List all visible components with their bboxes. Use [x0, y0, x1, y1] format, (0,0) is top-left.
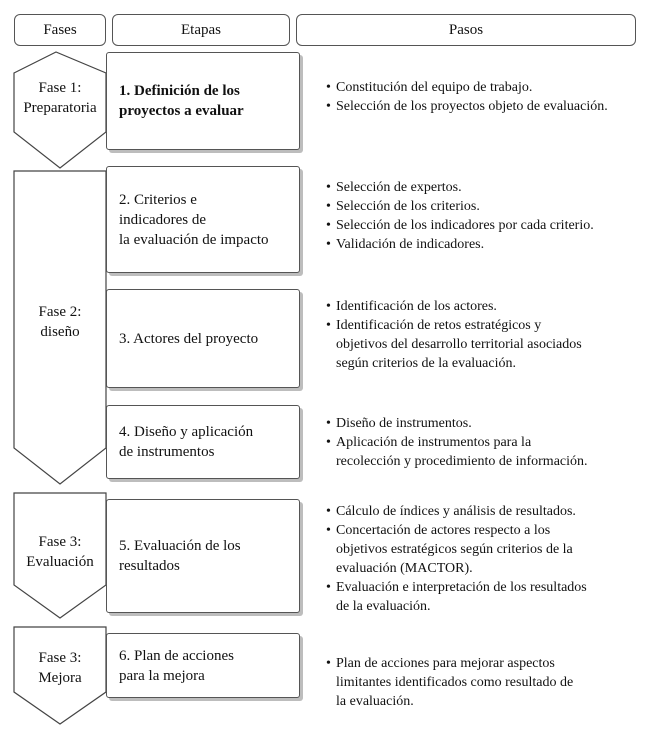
step-item: • Aplicación de instrumentos para la recolección y procedimiento de información. — [326, 433, 646, 471]
step-item: • Validación de indicadores. — [326, 235, 646, 254]
stage-1-label: 1. Definición de los proyectos a evaluar — [119, 83, 244, 119]
step-item: • Cálculo de índices y análisis de resultados. — [326, 502, 646, 521]
header-pasos-label: Pasos — [448, 21, 484, 38]
stage-2-box — [106, 166, 300, 273]
phase-1-label: Fase 1: Preparatoria — [23, 80, 97, 116]
stage-4-label: 4. Diseño y aplicación de instrumentos — [119, 424, 254, 460]
phase-3-label: Fase 3: Evaluación — [26, 534, 94, 570]
step-item: • Constitución del equipo de trabajo. — [326, 78, 646, 97]
stage-1-steps — [326, 78, 646, 116]
step-item: • Selección de los criterios. — [326, 197, 646, 216]
stage-1-box — [106, 52, 300, 150]
stage-4-steps — [326, 414, 646, 471]
step-item: • Plan de acciones para mejorar aspectos limitantes identificados como resultado de la evaluación. — [326, 654, 646, 711]
stage-3-box — [106, 289, 300, 388]
step-item: • Selección de los proyectos objeto de evaluación. — [326, 97, 646, 116]
step-item: • Identificación de los actores. — [326, 297, 646, 316]
stage-5-label: 5. Evaluación de los resultados — [119, 538, 241, 574]
stage-3-label: 3. Actores del proyecto — [119, 330, 259, 347]
phase-2-label: Fase 2: diseño — [38, 304, 82, 340]
stage-5-steps — [326, 502, 646, 616]
step-item: • Selección de los indicadores por cada criterio. — [326, 216, 646, 235]
step-item: • Diseño de instrumentos. — [326, 414, 646, 433]
phase-4-label: Fase 3: Mejora — [38, 650, 82, 686]
stage-5-box — [106, 499, 300, 613]
stage-6-steps — [326, 654, 646, 711]
step-item: • Identificación de retos estratégicos y objetivos del desarrollo territorial asociados según criterios de la evaluación. — [326, 316, 646, 373]
step-item: • Selección de expertos. — [326, 178, 646, 197]
stage-6-box — [106, 633, 300, 698]
stage-4-box — [106, 405, 300, 479]
step-item: • Concertación de actores respecto a los objetivos estratégicos según criterios de la evaluación (MACTOR). — [326, 521, 646, 578]
stage-3-steps — [326, 297, 646, 373]
step-item: • Evaluación e interpretación de los resultados de la evaluación. — [326, 578, 646, 616]
stage-6-label: 6. Plan de acciones para la mejora — [119, 647, 234, 684]
header-etapas-label: Etapas — [181, 21, 221, 38]
header-fases-label: Fases — [43, 21, 77, 38]
stage-2-steps — [326, 178, 646, 254]
stage-2-label: 2. Criterios e indicadores de la evaluación de impacto — [119, 191, 269, 248]
